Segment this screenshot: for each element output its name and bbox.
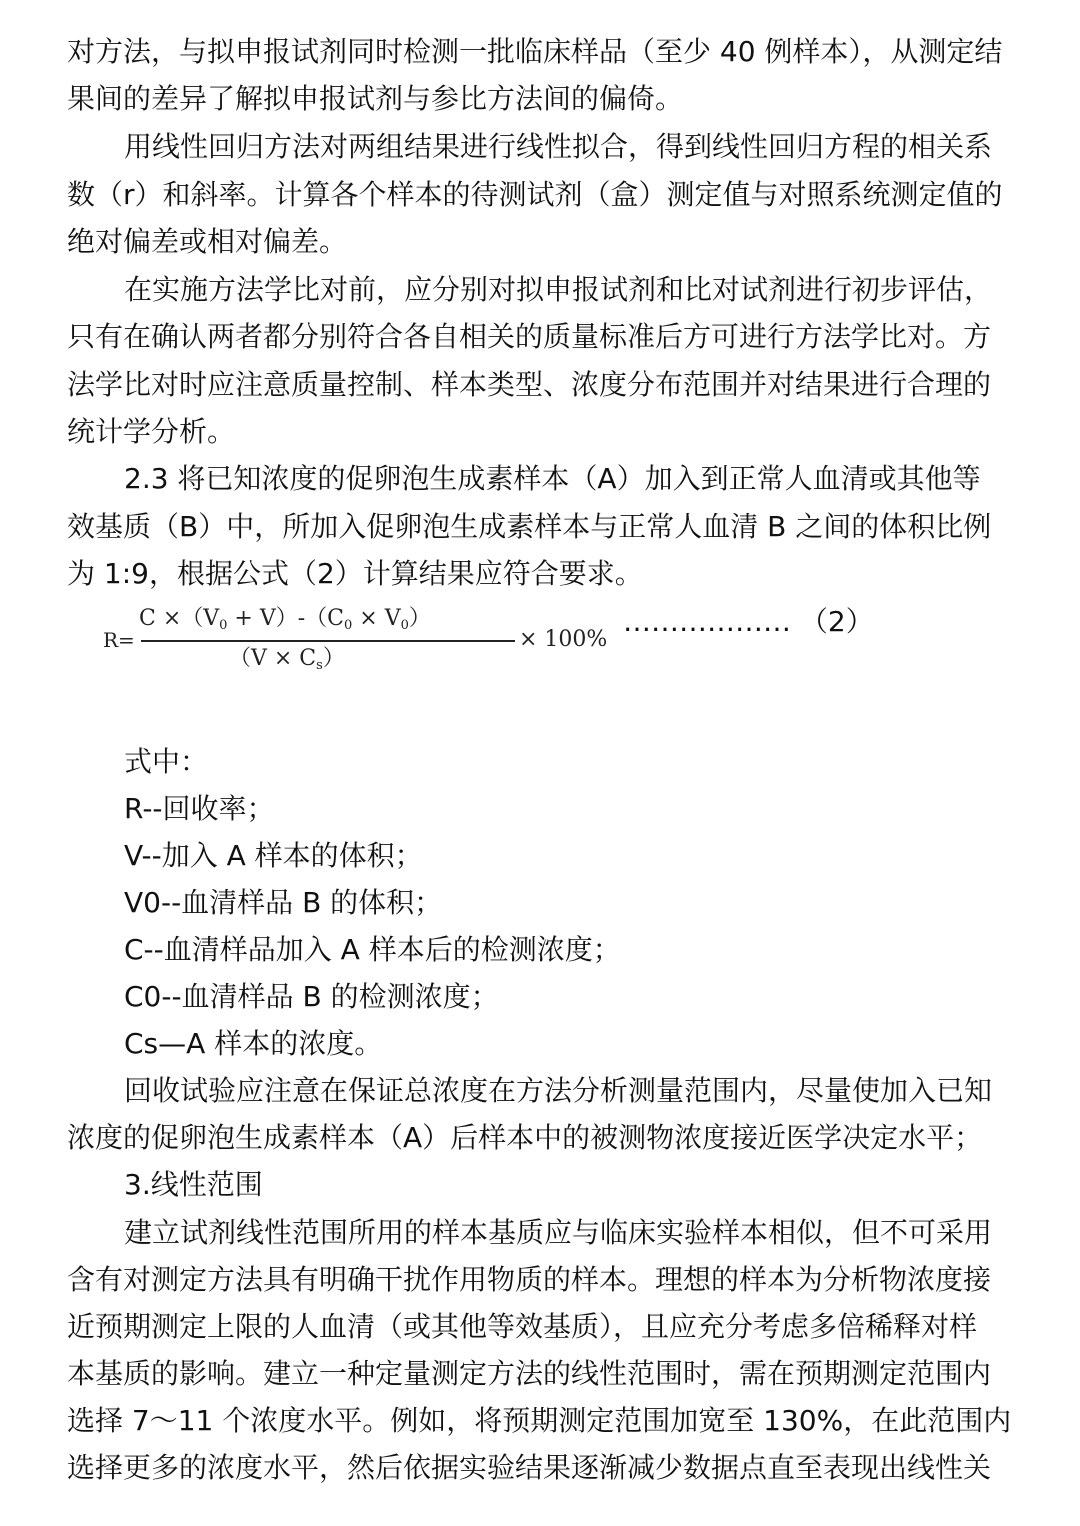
paragraph-line: 选择 7～11 个浓度水平。例如，将预期测定范围加宽至 130%，在此范围内 [67, 1404, 1012, 1437]
paragraph-line: 只有在确认两者都分别符合各自相关的质量标准后方可进行方法学比对。方 [67, 320, 992, 353]
paragraph-line: 果间的差异了解拟申报试剂与参比方法间的偏倚。 [67, 82, 684, 115]
legend-item: C0--血清样品 B 的检测浓度； [124, 980, 499, 1013]
legend-item: V0--血清样品 B 的体积； [124, 886, 443, 919]
paragraph-line: 统计学分析。 [67, 415, 236, 448]
paragraph-line: 含有对测定方法具有明确干扰作用物质的样本。理想的样本为分析物浓度接 [67, 1263, 992, 1296]
legend-heading: 式中： [124, 745, 209, 778]
paragraph-line: 为 1:9，根据公式（2）计算结果应符合要求。 [67, 557, 643, 590]
paragraph-line: 效基质（B）中，所加入促卵泡生成素样本与正常人血清 B 之间的体积比例 [67, 510, 992, 543]
formula-lhs: R= [103, 628, 135, 652]
formula-multiplier: × 100% [519, 627, 608, 652]
paragraph-line: 建立试剂线性范围所用的样本基质应与临床实验样本相似，但不可采用 [124, 1216, 993, 1249]
paragraph-line: 数（r）和斜率。计算各个样本的待测试剂（盒）测定值与对照系统测定值的 [67, 178, 1003, 211]
paragraph-line: 浓度的促卵泡生成素样本（A）后样本中的被测物浓度接近医学决定水平； [67, 1121, 983, 1154]
legend-item: Cs—A 样本的浓度。 [124, 1027, 383, 1060]
paragraph-line: 2.3 将已知浓度的促卵泡生成素样本（A）加入到正常人血清或其他等 [124, 462, 981, 495]
section-heading: 3.线性范围 [124, 1168, 263, 1201]
fraction-bar [141, 640, 515, 642]
paragraph-line: 在实施方法学比对前，应分别对拟申报试剂和比对试剂进行初步评估， [124, 273, 993, 306]
formula-number: ……………… （2） [623, 605, 874, 638]
paragraph-line: 用线性回归方法对两组结果进行线性拟合，得到线性回归方程的相关系 [124, 130, 993, 163]
paragraph-line: 回收试验应注意在保证总浓度在方法分析测量范围内，尽量使加入已知 [124, 1074, 993, 1107]
legend-item: R--回收率； [124, 792, 275, 825]
paragraph-line: 对方法，与拟申报试剂同时检测一批临床样品（至少 40 例样本），从测定结 [67, 35, 1003, 68]
paragraph-line: 本基质的影响。建立一种定量测定方法的线性范围时，需在预期测定范围内 [67, 1357, 992, 1390]
paragraph-line: 法学比对时应注意质量控制、样本类型、浓度分布范围并对结果进行合理的 [67, 368, 992, 401]
legend-item: V--加入 A 样本的体积； [124, 839, 423, 872]
formula-numerator: $C \times(V_0 + V)-(C_0 \times V_0)$ [139, 606, 431, 633]
formula-denominator: $(V \times C_s)$ [229, 646, 345, 673]
paragraph-line: 选择更多的浓度水平，然后依据实验结果逐渐减少数据点直至表现出线性关 [67, 1451, 992, 1484]
legend-item: C--血清样品加入 A 样本后的检测浓度； [124, 933, 621, 966]
paragraph-line: 近预期测定上限的人血清（或其他等效基质），且应充分考虑多倍稀释对样 [67, 1310, 978, 1343]
paragraph-line: 绝对偏差或相对偏差。 [67, 225, 348, 258]
recovery-formula [103, 604, 874, 680]
